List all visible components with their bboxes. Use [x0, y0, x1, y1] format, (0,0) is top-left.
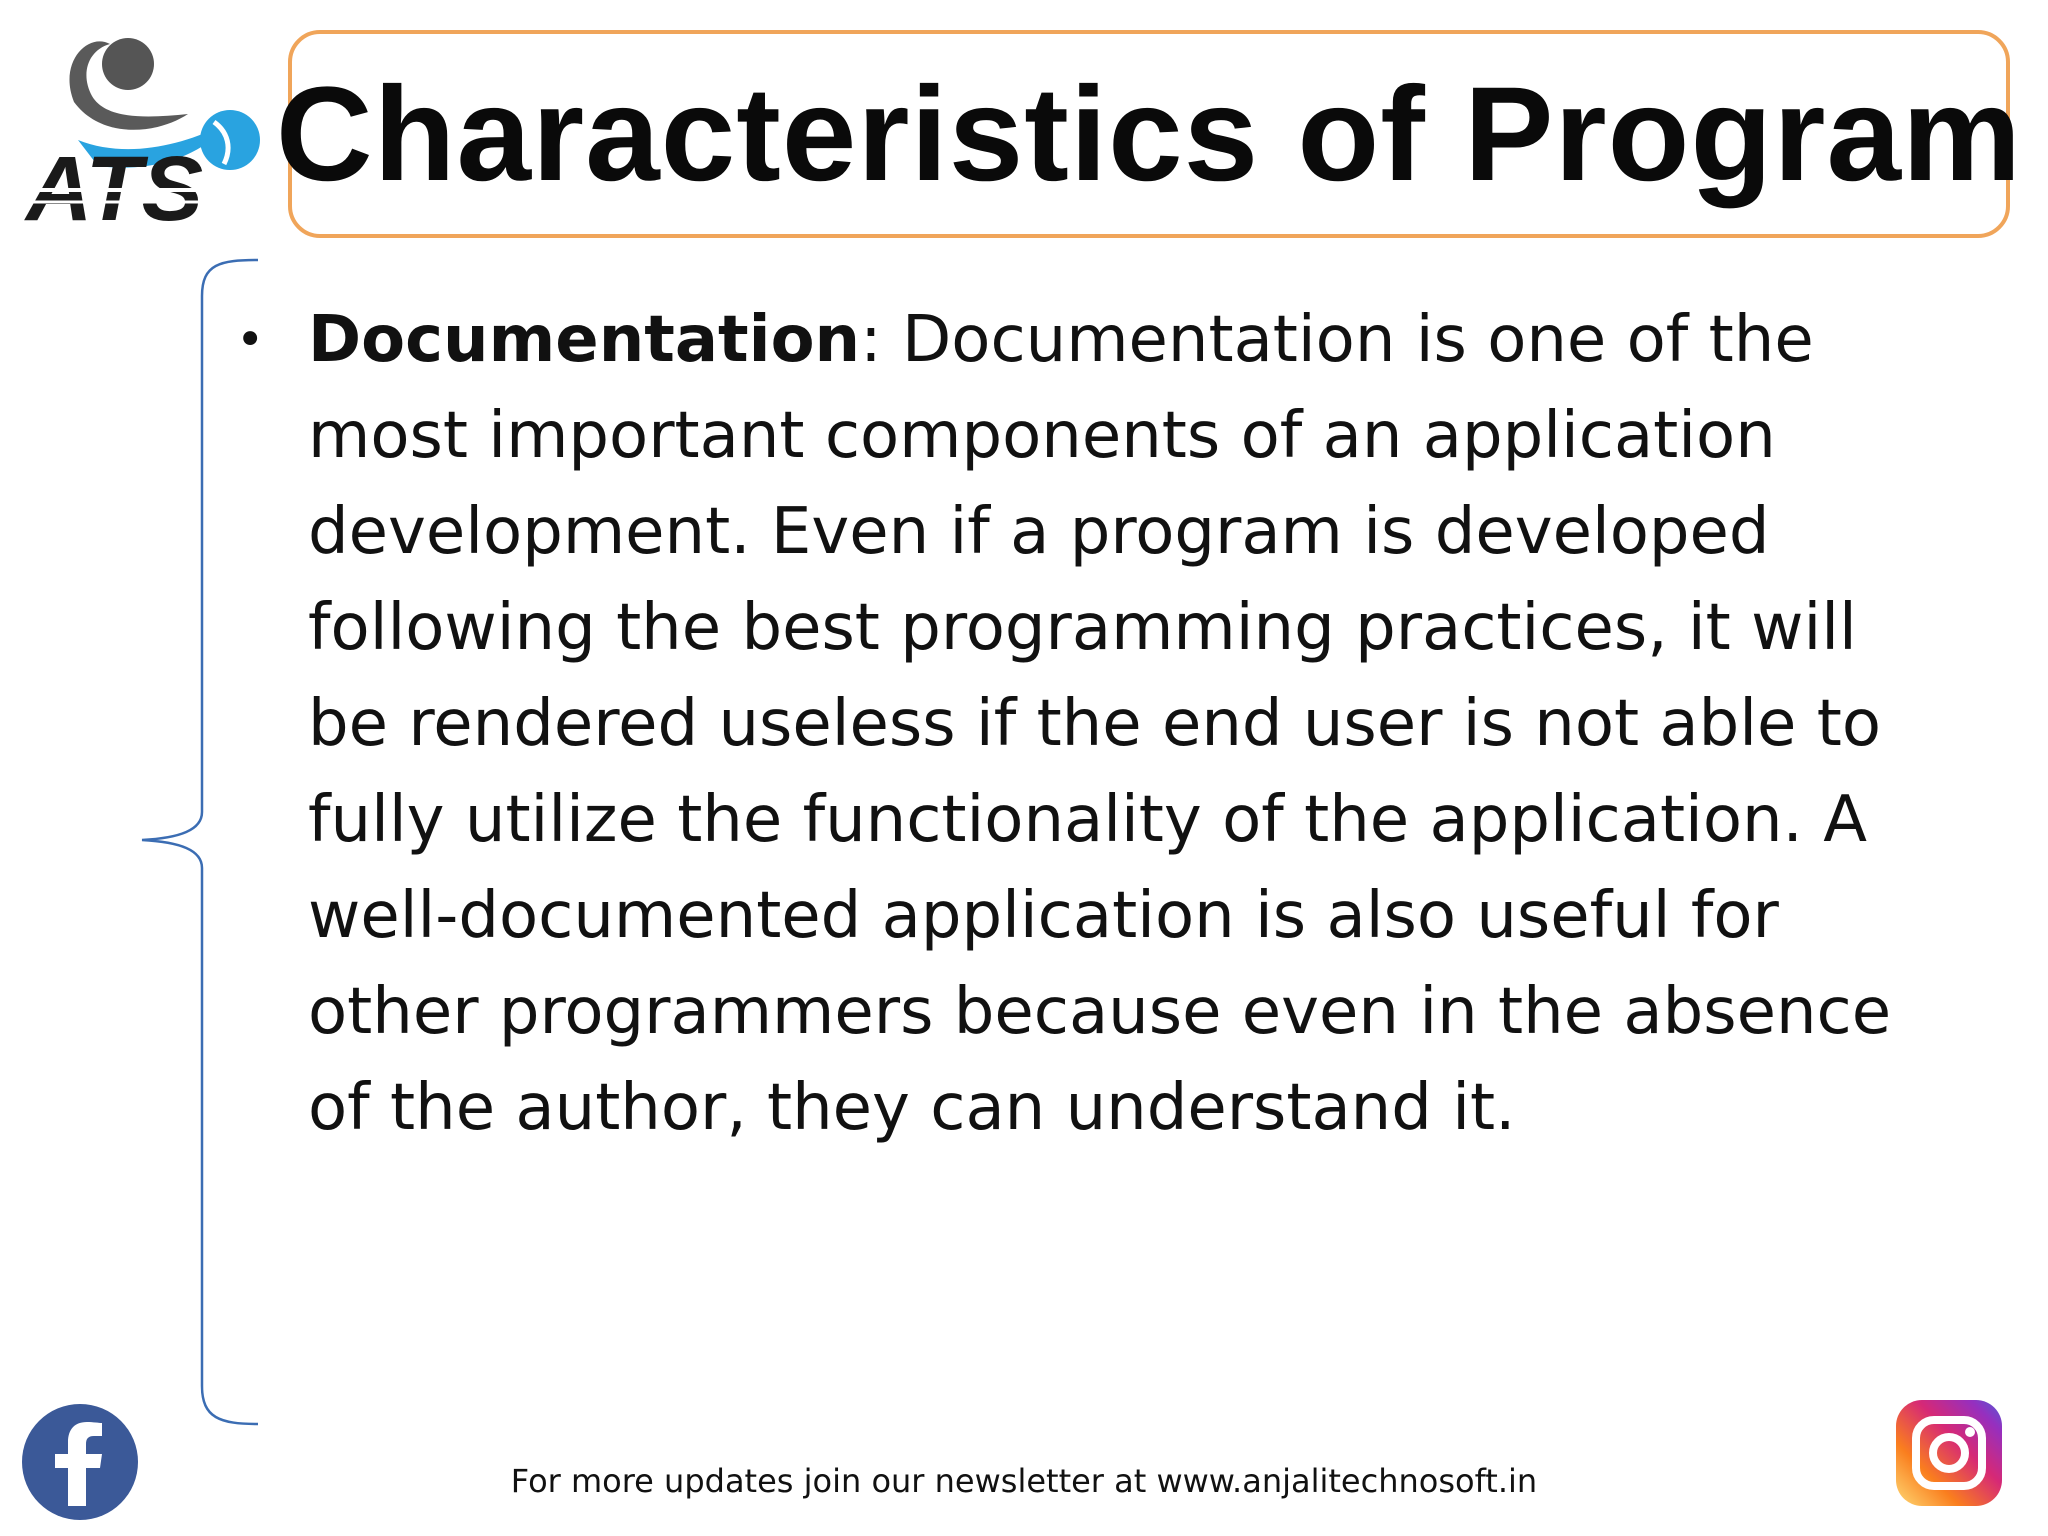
bullet-term: Documentation	[308, 303, 861, 377]
bullet-description: Documentation is one of the most important components of an application development. Even if a program is developed following the best programming practices, it will be rendered useless if the end user is not able to fully utilize the functionality of the application. A well-documented application is also useful for other programmers because even in the absence of the author, they can understand it.	[308, 303, 1892, 1145]
bullet-text	[308, 292, 1918, 1156]
footer-newsletter-text: For more updates join our newsletter at www.anjalitechnosoft.in	[510, 1462, 1538, 1500]
bullet-dot: •	[236, 312, 265, 368]
slide-title: Characteristics of Program	[275, 59, 2023, 209]
logo-text: ATS	[26, 138, 204, 232]
instagram-icon[interactable]	[1894, 1398, 2004, 1508]
slide-content	[232, 292, 1952, 1156]
bullet-separator: :	[860, 303, 882, 377]
title-box	[275, 30, 2023, 238]
bullet-item	[232, 292, 1952, 1156]
ats-logo	[18, 22, 270, 232]
